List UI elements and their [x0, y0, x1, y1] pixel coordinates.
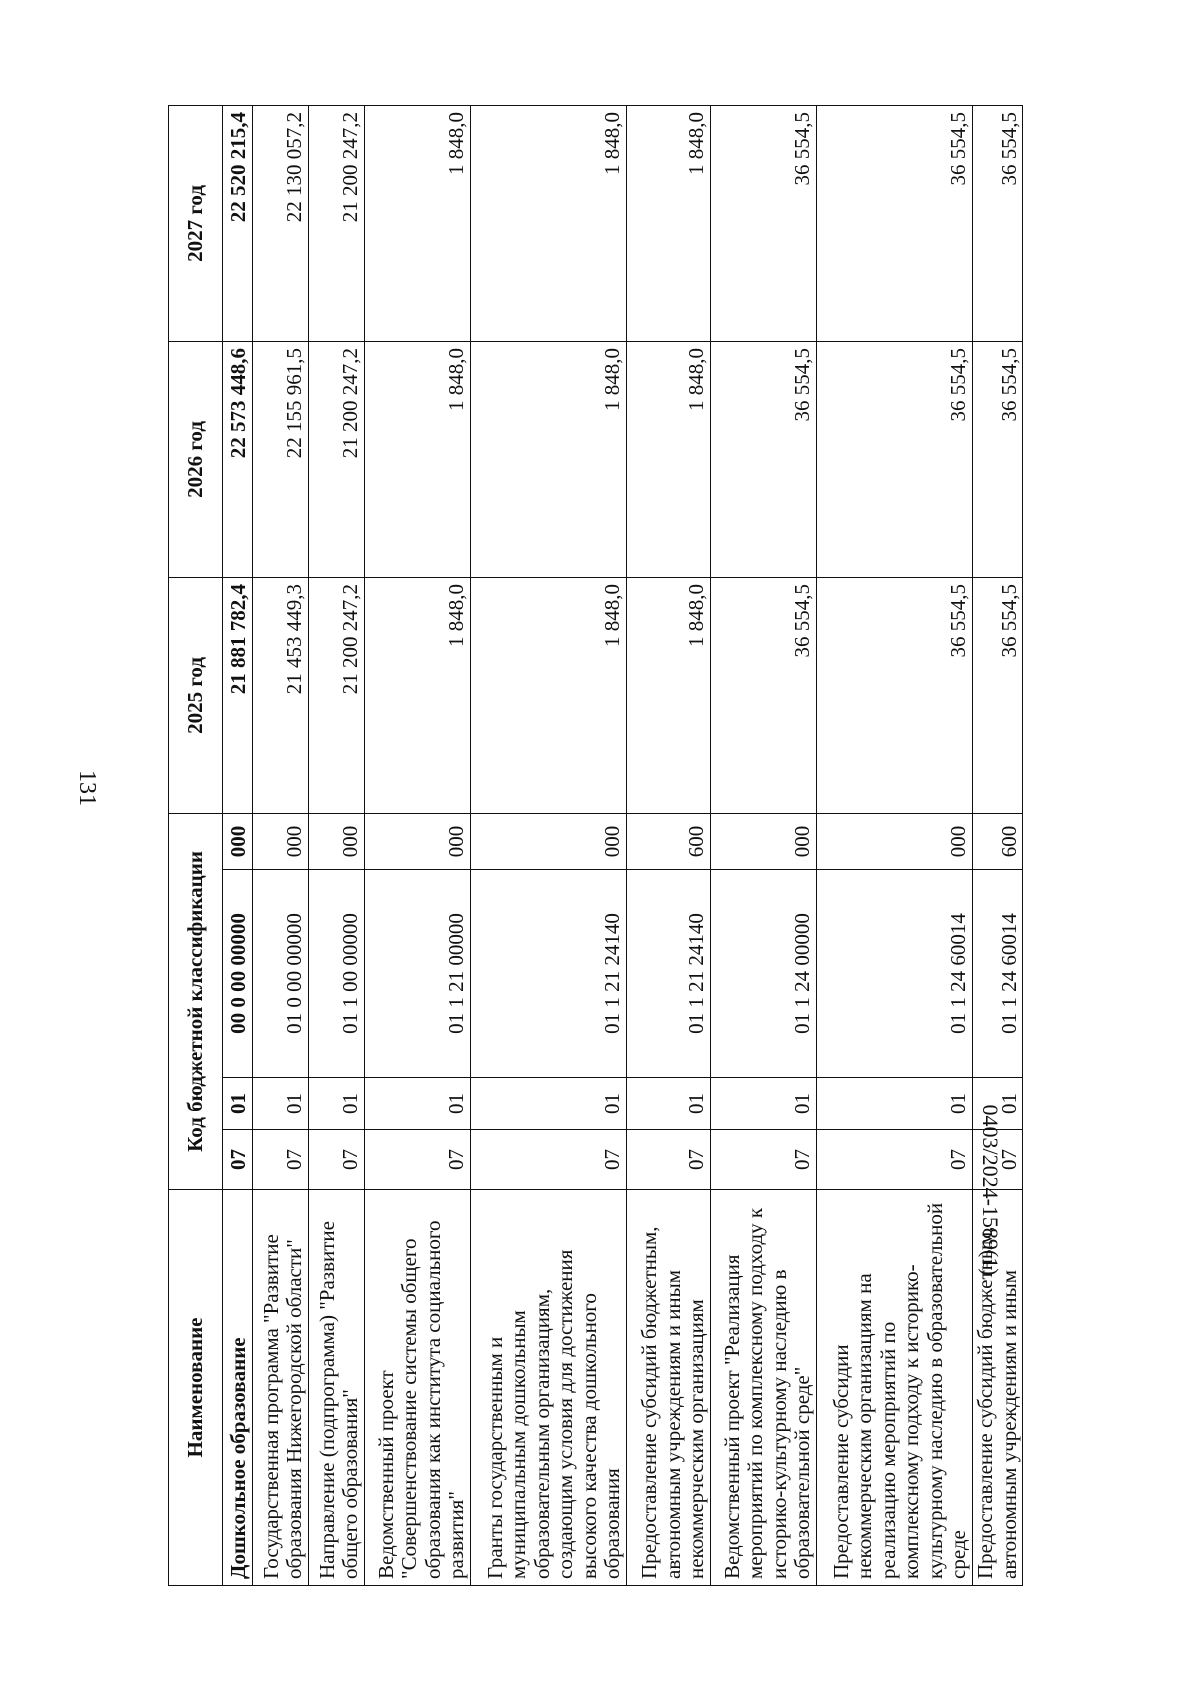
code-subsection: 01: [627, 1078, 711, 1130]
value-2026: 22 155 961,5: [253, 341, 309, 577]
value-2025: 36 554,5: [973, 577, 1023, 813]
table-row: [471, 105, 627, 1585]
code-subsection: 01: [223, 1078, 253, 1130]
code-section: 07: [711, 1130, 817, 1190]
value-2026: 1 848,0: [365, 341, 471, 577]
code-section: 07: [365, 1130, 471, 1190]
value-2025: 1 848,0: [365, 577, 471, 813]
code-target: 01 1 24 00000: [711, 870, 817, 1078]
table-row: [627, 105, 711, 1585]
code-section: 07: [309, 1130, 365, 1190]
value-2025: 1 848,0: [627, 577, 711, 813]
value-2027: 1 848,0: [627, 105, 711, 341]
code-subsection: 01: [973, 1078, 1023, 1130]
code-target: 00 0 00 00000: [223, 870, 253, 1078]
row-name: Государственная программа "Развитие образования Нижегородской области": [253, 1190, 309, 1586]
code-expense-type: 600: [627, 813, 711, 869]
code-expense-type: 000: [365, 813, 471, 869]
value-2025: 21 200 247,2: [309, 577, 365, 813]
table-row: [365, 105, 471, 1585]
table-row: [223, 105, 253, 1585]
value-2027: 36 554,5: [973, 105, 1023, 341]
value-2025: 36 554,5: [711, 577, 817, 813]
value-2027: 21 200 247,2: [309, 105, 365, 341]
value-2025: 1 848,0: [471, 577, 627, 813]
row-name: Дошкольное образование: [223, 1190, 253, 1586]
code-section: 07: [627, 1130, 711, 1190]
value-2027: 1 848,0: [471, 105, 627, 341]
header-2025: 2025 год: [169, 577, 223, 813]
code-expense-type: 600: [973, 813, 1023, 869]
code-target: 01 1 24 60014: [817, 870, 973, 1078]
code-expense-type: 000: [309, 813, 365, 869]
code-target: 01 1 21 24140: [471, 870, 627, 1078]
document-code: 0403/2024-1589(1): [978, 1104, 1003, 1276]
value-2025: 21 453 449,3: [253, 577, 309, 813]
header-2026: 2026 год: [169, 341, 223, 577]
code-section: 07: [471, 1130, 627, 1190]
table-body: [223, 105, 1023, 1585]
code-subsection: 01: [711, 1078, 817, 1130]
code-target: 01 0 00 00000: [253, 870, 309, 1078]
code-subsection: 01: [253, 1078, 309, 1130]
code-expense-type: 000: [817, 813, 973, 869]
value-2026: 1 848,0: [627, 341, 711, 577]
value-2027: 36 554,5: [711, 105, 817, 341]
code-section: 07: [817, 1130, 973, 1190]
row-name: Ведомственный проект "Совершенствование системы общего образования как института социального развития": [365, 1190, 471, 1586]
row-name: Ведомственный проект "Реализация мероприятий по комплексному подходу к историко-культурному наследию в образовательной среде": [711, 1190, 817, 1586]
rotated-table-container: [168, 106, 1056, 1586]
row-name: Гранты государственным и муниципальным дошкольным образовательным организациям, создающим условия для достижения высокого качества дошкольного образования: [471, 1190, 627, 1586]
page-number: 131: [74, 770, 100, 806]
header-code: Код бюджетной классификации: [169, 813, 223, 1189]
code-expense-type: 000: [223, 813, 253, 869]
code-subsection: 01: [471, 1078, 627, 1130]
header-name: Наименование: [169, 1190, 223, 1586]
code-subsection: 01: [817, 1078, 973, 1130]
code-expense-type: 000: [253, 813, 309, 869]
row-name: Направление (подпрограмма) "Развитие общего образования": [309, 1190, 365, 1586]
code-target: 01 1 21 00000: [365, 870, 471, 1078]
code-expense-type: 000: [471, 813, 627, 869]
row-name: Предоставление субсидии некоммерческим организациям на реализацию мероприятий по комплексному подходу к историко-культурному наследию в образовательной среде: [817, 1190, 973, 1586]
value-2026: 22 573 448,6: [223, 341, 253, 577]
value-2026: 36 554,5: [711, 341, 817, 577]
table-row: [711, 105, 817, 1585]
value-2026: 36 554,5: [817, 341, 973, 577]
code-target: 01 1 24 60014: [973, 870, 1023, 1078]
code-target: 01 1 00 00000: [309, 870, 365, 1078]
value-2027: 1 848,0: [365, 105, 471, 341]
value-2027: 22 520 215,4: [223, 105, 253, 341]
budget-table: [168, 105, 1023, 1586]
value-2027: 22 130 057,2: [253, 105, 309, 341]
code-target: 01 1 21 24140: [627, 870, 711, 1078]
value-2026: 1 848,0: [471, 341, 627, 577]
table-row: [817, 105, 973, 1585]
value-2027: 36 554,5: [817, 105, 973, 341]
table-row: [309, 105, 365, 1585]
code-expense-type: 000: [711, 813, 817, 869]
header-2027: 2027 год: [169, 105, 223, 341]
value-2026: 36 554,5: [973, 341, 1023, 577]
code-section: 07: [973, 1130, 1023, 1190]
row-name: Предоставление субсидий бюджетным, автономным учреждениям и иным некоммерческим организациям: [627, 1190, 711, 1586]
code-section: 07: [253, 1130, 309, 1190]
row-name: Предоставление субсидий бюджетным, автономным учреждениям и иным: [973, 1190, 1023, 1586]
value-2025: 21 881 782,4: [223, 577, 253, 813]
code-section: 07: [223, 1130, 253, 1190]
table-row: [253, 105, 309, 1585]
value-2025: 36 554,5: [817, 577, 973, 813]
code-subsection: 01: [365, 1078, 471, 1130]
value-2026: 21 200 247,2: [309, 341, 365, 577]
code-subsection: 01: [309, 1078, 365, 1130]
